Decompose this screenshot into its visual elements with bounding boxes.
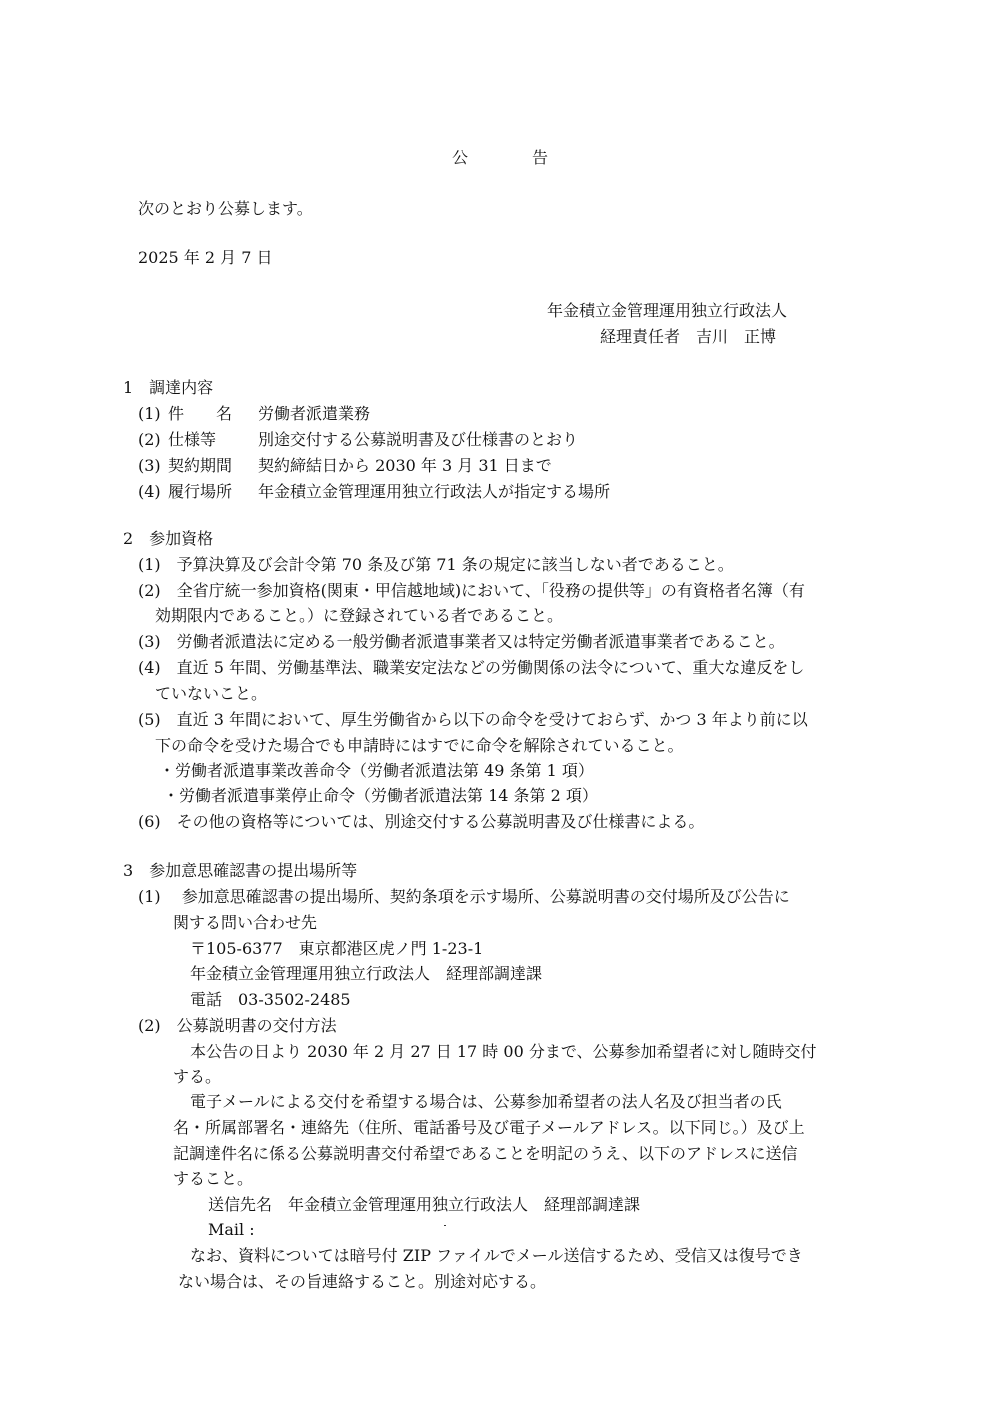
- s1-item-2: (2) 仕様等 別途交付する公募説明書及び仕様書のとおり: [138, 430, 579, 449]
- s3-mail-label: Mail :: [208, 1220, 255, 1239]
- s3-phone: 電話 03-3502-2485: [190, 990, 351, 1009]
- section-1-heading: 1 調達内容: [123, 378, 214, 397]
- s1-item-3: (3) 契約期間 契約締結日から 2030 年 3 月 31 日まで: [138, 456, 552, 475]
- s2-item-2-cont: 効期限内であること。）に登録されている者であること。: [155, 606, 564, 625]
- s2-bullet-2: ・労働者派遣事業停止命令（労働者派遣法第 14 条第 2 項）: [163, 786, 598, 805]
- s3-note: なお、資料については暗号付 ZIP ファイルでメール送信するため、受信又は復号でき: [190, 1246, 803, 1265]
- s3-para-2-line-4: すること。: [173, 1169, 254, 1188]
- notice-date: 2025 年 2 月 7 日: [138, 248, 273, 267]
- s3-item-1-cont: 関する問い合わせ先: [173, 913, 318, 932]
- s2-item-2: (2) 全省庁統一参加資格(関東・甲信越地域)において、「役務の提供等」の有資格者名簿（有: [138, 581, 805, 600]
- issuer-person: 経理責任者 吉川 正博: [600, 327, 777, 346]
- intro-text: 次のとおり公募します。: [138, 199, 313, 218]
- s3-note-cont: ない場合は、その旨連絡すること。別途対応する。: [178, 1272, 547, 1291]
- section-2-heading: 2 参加資格: [123, 529, 214, 548]
- s3-para-2-line-3: 記調達件名に係る公募説明書交付希望であることを明記のうえ、以下のアドレスに送信: [173, 1144, 798, 1163]
- s3-para-1-cont: する。: [173, 1067, 222, 1086]
- s3-para-1: 本公告の日より 2030 年 2 月 27 日 17 時 00 分まで、公募参加希望者に対し随時交付: [190, 1042, 817, 1061]
- s2-item-4: (4) 直近 5 年間、労働基準法、職業安定法などの労働関係の法令について、重大な違反をし: [138, 658, 805, 677]
- s2-item-1: (1) 予算決算及び会計令第 70 条及び第 71 条の規定に該当しない者であること。: [138, 555, 734, 574]
- s2-bullet-1: ・労働者派遣事業改善命令（労働者派遣法第 49 条第 1 項）: [159, 761, 594, 780]
- issuer-org: 年金積立金管理運用独立行政法人: [547, 301, 788, 320]
- s3-para-2-line-2: 名・所属部署名・連絡先（住所、電話番号及び電子メールアドレス。以下同じ。）及び上: [173, 1118, 805, 1137]
- s2-item-3: (3) 労働者派遣法に定める一般労働者派遣事業者又は特定労働者派遣事業者であること。: [138, 632, 785, 651]
- s1-item-4: (4) 履行場所 年金積立金管理運用独立行政法人が指定する場所: [138, 482, 611, 501]
- section-3-heading: 3 参加意思確認書の提出場所等: [123, 861, 358, 880]
- s3-item-1: (1) 参加意思確認書の提出場所、契約条項を示す場所、公募説明書の交付場所及び公告に: [138, 887, 790, 906]
- underline-mark: [444, 1225, 446, 1226]
- s1-item-1: (1) 件 名 労働者派遣業務: [138, 404, 371, 423]
- s3-item-2: (2) 公募説明書の交付方法: [138, 1016, 337, 1035]
- s2-item-5: (5) 直近 3 年間において、厚生労働省から以下の命令を受けておらず、かつ 3 年より前に以: [138, 710, 808, 729]
- s3-address: 〒105-6377 東京都港区虎ノ門 1-23-1: [190, 939, 484, 958]
- s3-para-2: 電子メールによる交付を希望する場合は、公募参加希望者の法人名及び担当者の氏: [190, 1092, 782, 1111]
- s2-item-6: (6) その他の資格等については、別途交付する公募説明書及び仕様書による。: [138, 812, 705, 831]
- page-title: 公 告: [451, 148, 548, 167]
- s3-send-to: 送信先名 年金積立金管理運用独立行政法人 経理部調達課: [208, 1195, 641, 1214]
- s3-department: 年金積立金管理運用独立行政法人 経理部調達課: [190, 964, 543, 983]
- s2-item-4-cont: ていないこと。: [155, 684, 268, 703]
- s2-item-5-cont: 下の命令を受けた場合でも申請時にはすでに命令を解除されていること。: [155, 736, 684, 755]
